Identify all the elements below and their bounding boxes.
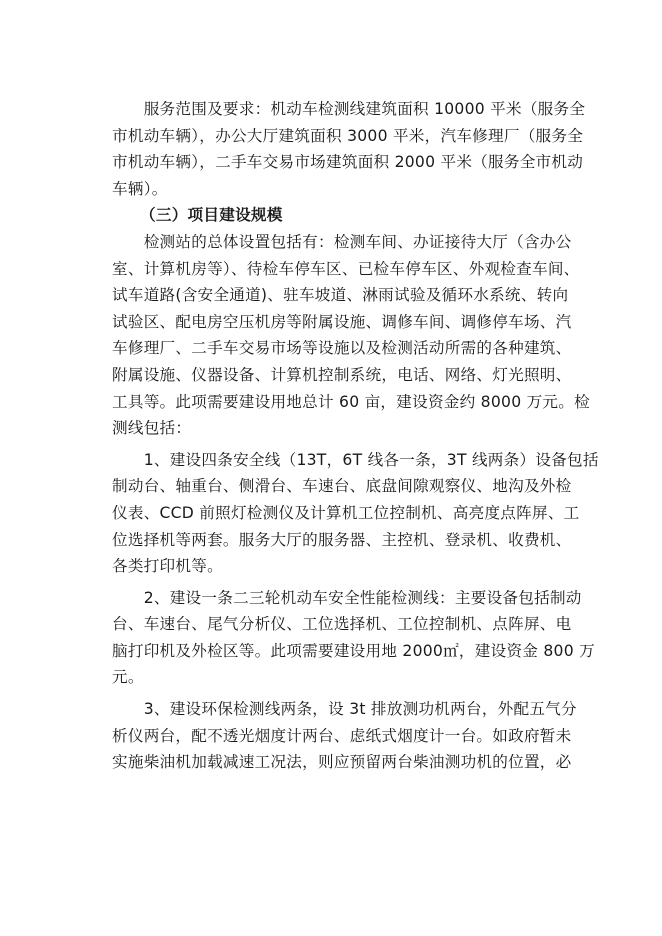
text-line: 各类打印机等。 bbox=[112, 557, 223, 576]
section-heading: （三）项目建设规模 bbox=[140, 206, 283, 225]
text-line: 车辆）。 bbox=[112, 179, 168, 198]
paragraph-service-scope bbox=[112, 96, 586, 202]
text-line: 析仪两台，配不透光烟度计两台、虑纸式烟度计一台。如政府暂未 bbox=[112, 726, 572, 745]
paragraph-item-2 bbox=[112, 585, 595, 691]
text-line: 脑打印机及外检区等。此项需要建设用地 2000㎡，建设资金 800 万 bbox=[112, 641, 595, 660]
text-line: 工具等。此项需要建设用地总计 60 亩，建设资金约 8000 万元。检 bbox=[112, 392, 590, 411]
text-line: 实施柴油机加载减速工况法，则应预留两台柴油测功机的位置，必 bbox=[112, 753, 572, 772]
text-line: 位选择机等两套。服务大厅的服务器、主控机、登录机、收费机、 bbox=[112, 530, 572, 549]
text-line: 服务范围及要求：机动车检测线建筑面积 10000 平米（服务全 bbox=[112, 100, 586, 118]
text-line: 3、建设环保检测线两条，设 3t 排放测功机两台，外配五气分 bbox=[112, 700, 577, 719]
paragraph-item-3 bbox=[112, 696, 577, 776]
text-line: 2、建设一条二三轮机动车安全性能检测线：主要设备包括制动 bbox=[112, 588, 582, 607]
text-line: 室、计算机房等）、待检车停车区、已检车停车区、外观检查车间、 bbox=[112, 259, 580, 278]
text-line: 市机动车辆），办公大厅建筑面积 3000 平米，汽车修理厂（服务全 bbox=[112, 126, 584, 145]
text-line: 检测站的总体设置包括有：检测车间、办证接待大厅（含办公 bbox=[112, 232, 572, 251]
text-line: 试验区、配电房空压机房等附属设施、调修车间、调修停车场、汽 bbox=[112, 312, 572, 331]
paragraph-station-overview bbox=[112, 229, 590, 442]
text-line: 附属设施、仪器设备、计算机控制系统，电话、网络、灯光照明、 bbox=[112, 365, 572, 384]
paragraph-item-1 bbox=[112, 447, 599, 580]
text-line: 车修理厂、二手车交易市场等设施以及检测活动所需的各种建筑、 bbox=[112, 339, 572, 358]
text-line: 测线包括： bbox=[112, 419, 192, 438]
text-line: 试车道路(含安全通道)、驻车坡道、淋雨试验及循环水系统、转向 bbox=[112, 286, 569, 305]
text-line: 台、车速台、尾气分析仪、工位选择机、工位控制机、点阵屏、电 bbox=[112, 615, 572, 634]
text-line: 制动台、轴重台、侧滑台、车速台、底盘间隙观察仪、地沟及外检 bbox=[112, 477, 572, 496]
document-body bbox=[112, 96, 599, 776]
text-line: 仪表、CCD 前照灯检测仪及计算机工位控制机、高亮度点阵屏、工 bbox=[112, 503, 580, 522]
text-line: 市机动车辆），二手车交易市场建筑面积 2000 平米（服务全市机动 bbox=[112, 153, 584, 172]
text-line: 元。 bbox=[112, 668, 144, 687]
text-line: 1、建设四条安全线（13T，6T 线各一条，3T 线两条）设备包括 bbox=[112, 450, 599, 469]
